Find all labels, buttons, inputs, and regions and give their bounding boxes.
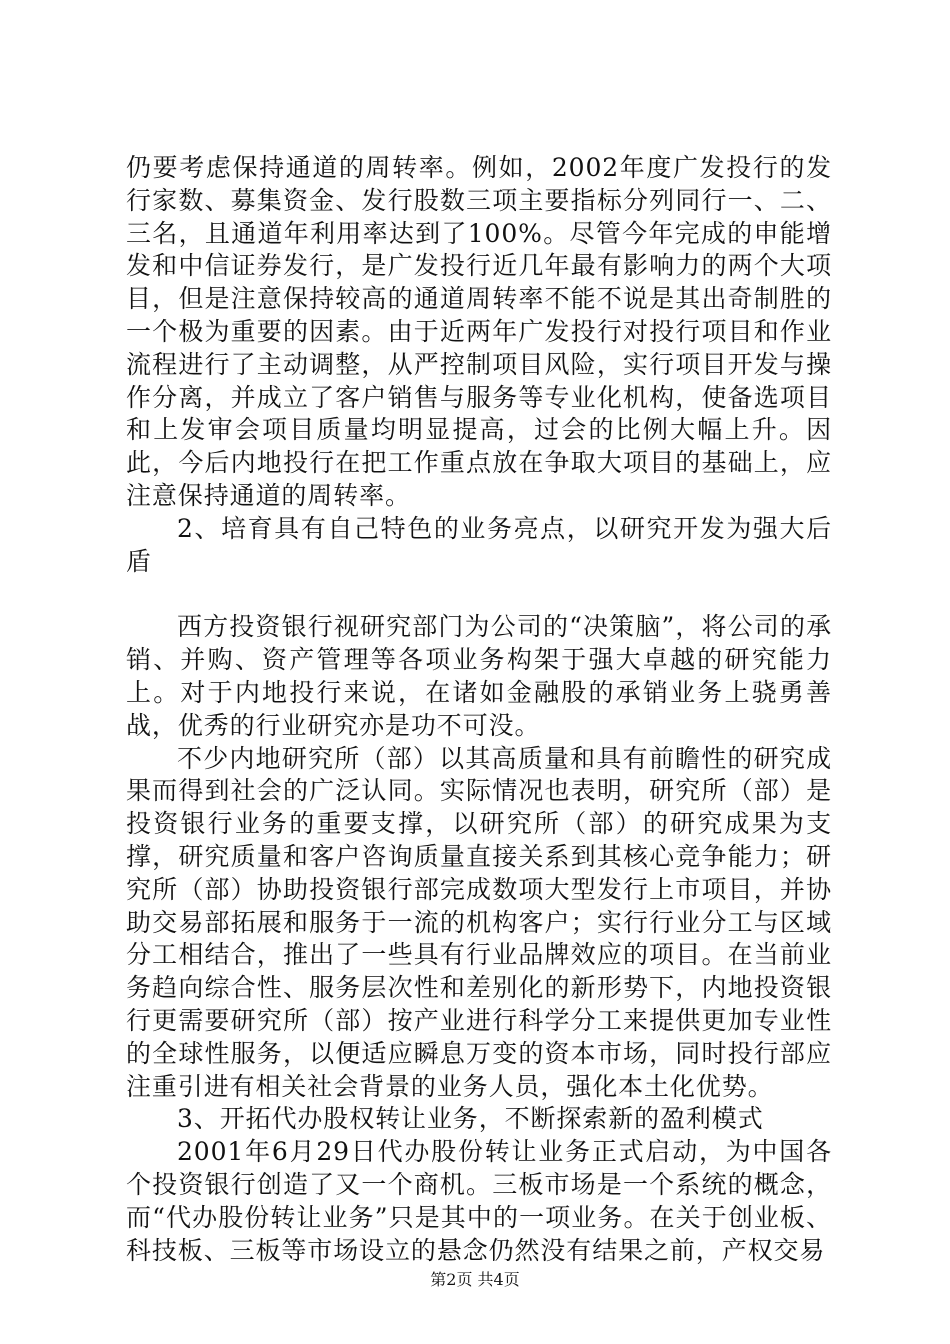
- page-footer: 第2页 共4页: [430, 1270, 520, 1289]
- paragraph-research-department: 西方投资银行视研究部门为公司的“决策脑”，将公司的承销、并购、资产管理等各项业务构架于强大卓越的研究能力上。对于内地投行来说，在诸如金融股的承销业务上骁勇善战，优秀的行业研究亦是功不可没。: [126, 612, 832, 740]
- section-heading-3: 3、开拓代办股权转让业务，不断探索新的盈利模式: [177, 1104, 764, 1134]
- paragraph-continuation: 仍要考虑保持通道的周转率。例如，2002年度广发投行的发行家数、募集资金、发行股数三项主要指标分列同行一、二、三名，且通道年利用率达到了100%。尽管今年完成的申能增发和中信证券发行，是广发投行近几年最有影响力的两个大项目，但是注意保持较高的通道周转率不能不说是其出奇制胜的一个极为重要的因素。由于近两年广发投行对投行项目和作业流程进行了主动调整，从严控制项目风险，实行项目开发与操作分离，并成立了客户销售与服务等专业化机构，使备选项目和上发审会项目质量均明显提高，过会的比例大幅上升。因此，今后内地投行在把工作重点放在争取大项目的基础上，应注意保持通道的周转率。: [126, 153, 832, 510]
- document-body: [126, 152, 832, 1267]
- paragraph-research-institutes: 不少内地研究所（部）以其高质量和具有前瞻性的研究成果而得到社会的广泛认同。实际情况也表明，研究所（部）是投资银行业务的重要支撑，以研究所（部）的研究成果为支撑，研究质量和客户咨询质量直接关系到其核心竞争能力；研究所（部）协助投资银行部完成数项大型发行上市项目，并协助交易部拓展和服务于一流的机构客户；实行行业分工与区域分工相结合，推出了一些具有行业品牌效应的项目。在当前业务趋向综合性、服务层次性和差别化的新形势下，内地投资银行更需要研究所（部）按产业进行科学分工来提供更加专业性的全球性服务，以便适应瞬息万变的资本市场，同时投行部应注重引进有相关社会背景的业务人员，强化本土化优势。: [126, 743, 832, 1101]
- blank-line: [126, 578, 832, 611]
- paragraph-share-transfer: 2001年6月29日代办股份转让业务正式启动，为中国各个投资银行创造了又一个商机。三板市场是一个系统的概念，而“代办股份转让业务”只是其中的一项业务。在关于创业板、科技板、三板等市场设立的悬念仍然没有结果之前，产权交易: [126, 1137, 832, 1265]
- section-heading-2: 2、培育具有自己特色的业务亮点，以研究开发为强大后盾: [126, 513, 832, 576]
